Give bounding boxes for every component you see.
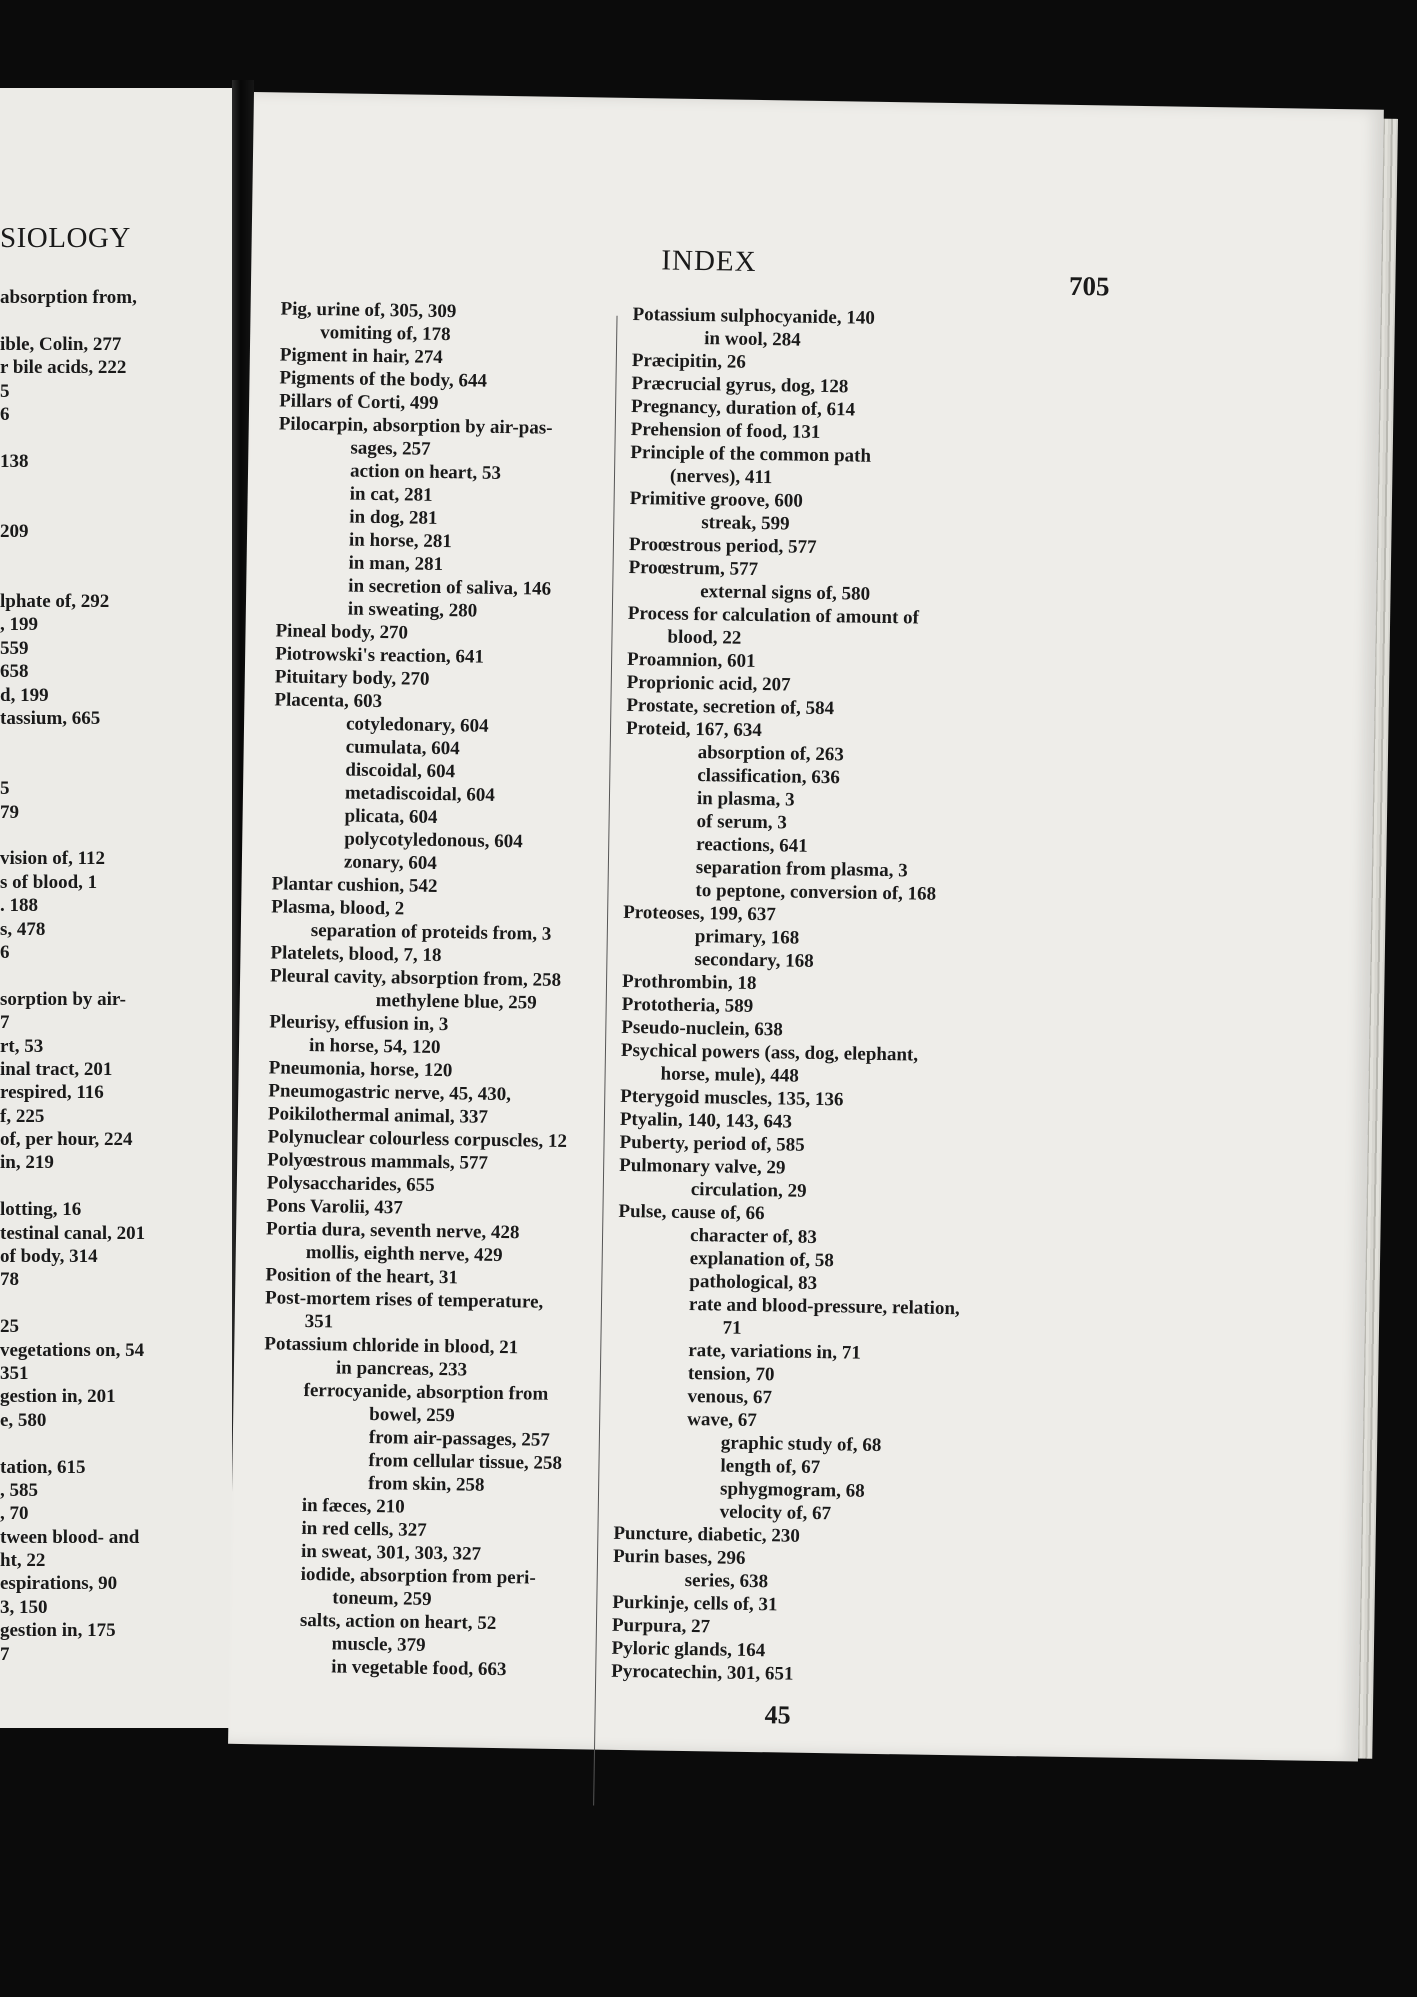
index-entry: Purkinje, cells of, 31 <box>612 1591 778 1616</box>
left-page-line: 7 <box>0 1012 10 1034</box>
index-entry: 351 <box>304 1310 334 1333</box>
index-entry: external signs of, 580 <box>700 581 871 605</box>
index-entry: graphic study of, 68 <box>720 1432 882 1457</box>
index-entry: ferrocyanide, absorption from <box>303 1379 549 1405</box>
left-page-line: s, 478 <box>0 918 46 940</box>
index-entry: rate, variations in, 71 <box>688 1339 862 1364</box>
left-page-line: 78 <box>0 1269 19 1291</box>
index-entry: reactions, 641 <box>696 834 808 857</box>
index-entry: toneum, 259 <box>332 1587 432 1610</box>
index-entry: Proteoses, 199, 637 <box>622 901 776 926</box>
index-entry: Post-mortem rises of temperature, <box>264 1287 544 1313</box>
index-entry: Prothrombin, 18 <box>621 970 757 995</box>
index-entry: sages, 257 <box>350 437 431 460</box>
index-entry: Pulse, cause of, 66 <box>618 1200 765 1225</box>
left-page-line: e, 580 <box>0 1409 47 1431</box>
index-entry: in sweating, 280 <box>347 598 478 622</box>
index-entry: Proœstrum, 577 <box>628 556 759 580</box>
left-page-line: rt, 53 <box>0 1035 44 1057</box>
index-entry: Pneumonia, horse, 120 <box>268 1057 453 1082</box>
index-entry: in horse, 281 <box>348 529 453 553</box>
index-entry: mollis, eighth nerve, 429 <box>305 1241 503 1267</box>
left-page-line <box>0 1175 220 1198</box>
index-entry: iodide, absorption from peri- <box>300 1563 536 1589</box>
index-entry: Pineal body, 270 <box>275 620 409 644</box>
left-page-line: of body, 314 <box>0 1246 98 1268</box>
left-page-line: . 188 <box>0 895 38 917</box>
left-page-line <box>0 964 220 987</box>
index-entry: Position of the heart, 31 <box>265 1264 459 1289</box>
left-page-line: tation, 615 <box>0 1456 86 1478</box>
index-entry: Præcrucial gyrus, dog, 128 <box>631 372 849 398</box>
index-entry: (nerves), 411 <box>669 465 773 489</box>
left-page-line: tassium, 665 <box>0 708 101 730</box>
index-entry: cumulata, 604 <box>345 736 460 760</box>
left-page-line: 138 <box>0 450 29 472</box>
left-page-line <box>0 473 220 496</box>
index-entry: Piotrowski's reaction, 641 <box>275 643 485 668</box>
index-entry: horse, mule), 448 <box>660 1063 800 1087</box>
index-entry: Pigments of the body, 644 <box>279 367 488 392</box>
index-entry: to peptone, conversion of, 168 <box>695 880 937 905</box>
index-entry: from air-passages, 257 <box>368 1426 551 1451</box>
left-page-line: in, 219 <box>0 1152 54 1174</box>
index-entry: streak, 599 <box>701 512 790 535</box>
index-entry: metadiscoidal, 604 <box>344 782 496 806</box>
index-entry: of serum, 3 <box>696 811 787 834</box>
index-entry: Pilocarpin, absorption by air-pas- <box>278 413 553 439</box>
index-entry: Pillars of Corti, 499 <box>278 390 439 414</box>
index-entry: Proamnion, 601 <box>626 648 756 672</box>
left-page-line: 3, 150 <box>0 1596 48 1618</box>
index-entry: Prototheria, 589 <box>621 993 754 1017</box>
index-entry: Puncture, diabetic, 230 <box>613 1522 801 1547</box>
left-page-line: ht, 22 <box>0 1550 46 1572</box>
left-page-line: , 585 <box>0 1479 38 1501</box>
index-entry: Potassium sulphocyanide, 140 <box>632 303 875 329</box>
index-entry: in pancreas, 233 <box>335 1357 468 1381</box>
index-entry: length of, 67 <box>720 1455 821 1479</box>
index-entry: Pneumogastric nerve, 45, 430, <box>268 1080 512 1106</box>
left-page-line: inal tract, 201 <box>0 1058 113 1080</box>
index-entry: explanation of, 58 <box>689 1247 834 1272</box>
left-page-line: 25 <box>0 1316 19 1338</box>
left-page-line <box>0 754 220 777</box>
index-entry: Pons Varolii, 437 <box>266 1195 404 1219</box>
index-entry: Polynuclear colourless corpuscles, 12 <box>267 1126 568 1153</box>
index-entry: plicata, 604 <box>344 805 438 828</box>
index-entry: Proprionic acid, 207 <box>626 671 791 696</box>
index-entry: Pyrocatechin, 301, 651 <box>611 1660 794 1685</box>
left-page-line <box>0 1292 220 1315</box>
index-entry: classification, 636 <box>697 765 840 789</box>
left-page-line: gestion in, 201 <box>0 1386 116 1408</box>
index-entry: Puberty, period of, 585 <box>619 1131 805 1156</box>
index-entry: zonary, 604 <box>343 851 437 874</box>
left-page-line <box>0 730 220 753</box>
index-entry: Proteid, 167, 634 <box>625 717 763 742</box>
left-page-line: s of blood, 1 <box>0 871 98 893</box>
index-column-1 <box>259 297 581 1682</box>
left-page-line <box>0 824 220 847</box>
left-page-line: 5 <box>0 778 10 800</box>
left-page-line: lphate of, 292 <box>0 591 110 613</box>
index-column-2 <box>611 303 960 1688</box>
index-entry: Prehension of food, 131 <box>630 418 821 443</box>
index-entry: in secretion of saliva, 146 <box>348 575 552 600</box>
index-entry: Pleurisy, effusion in, 3 <box>269 1011 449 1036</box>
left-running-head: SIOLOGY <box>0 222 131 254</box>
index-entry: Pterygoid muscles, 135, 136 <box>620 1085 844 1111</box>
left-page-line <box>0 567 220 590</box>
index-entry: in man, 281 <box>348 552 444 576</box>
index-entry: Poikilothermal animal, 337 <box>267 1103 489 1128</box>
index-entry: Pyloric glands, 164 <box>611 1637 766 1662</box>
index-entry: in plasma, 3 <box>696 788 795 811</box>
index-entry: Process for calculation of amount of <box>627 602 920 629</box>
index-entry: Pregnancy, duration of, 614 <box>630 395 856 421</box>
left-page-line: 6 <box>0 403 10 425</box>
index-entry: Præcipitin, 26 <box>631 349 746 373</box>
left-page-line: 351 <box>0 1362 29 1384</box>
index-entry: Plantar cushion, 542 <box>271 873 438 897</box>
index-entry: salts, action on heart, 52 <box>299 1609 497 1634</box>
left-page-line: , 199 <box>0 614 38 636</box>
left-page-fragment <box>0 88 232 1728</box>
left-page-line: vision of, 112 <box>0 848 106 870</box>
index-entry: Pituitary body, 270 <box>274 666 430 690</box>
index-entry: velocity of, 67 <box>719 1501 832 1525</box>
index-entry: Principle of the common path <box>630 441 872 467</box>
index-entry: Placenta, 603 <box>274 689 383 713</box>
index-entry: in wool, 284 <box>704 328 801 351</box>
index-entry: from cellular tissue, 258 <box>368 1449 563 1475</box>
left-page-line: 79 <box>0 801 19 823</box>
left-page-line: testinal canal, 201 <box>0 1222 146 1244</box>
index-entry: 71 <box>722 1317 742 1339</box>
index-entry: in red cells, 327 <box>301 1517 427 1541</box>
index-entry: venous, 67 <box>687 1385 773 1409</box>
left-page-line: sorption by air- <box>0 988 126 1010</box>
index-page <box>228 92 1384 1762</box>
index-entry: in horse, 54, 120 <box>308 1034 441 1059</box>
left-page-line: gestion in, 175 <box>0 1620 116 1642</box>
left-page-line: d, 199 <box>0 684 49 706</box>
page-number: 705 <box>1068 270 1110 302</box>
index-entry: in fæces, 210 <box>301 1494 405 1518</box>
index-entry: Pig, urine of, 305, 309 <box>280 298 457 323</box>
index-entry: Primitive groove, 600 <box>629 487 804 512</box>
left-page-line: respired, 116 <box>0 1082 104 1104</box>
index-entry: Pseudo-nuclein, 638 <box>621 1016 784 1041</box>
left-page-line: f, 225 <box>0 1105 45 1127</box>
left-page-line <box>0 1432 220 1455</box>
index-entry: Platelets, blood, 7, 18 <box>270 942 442 967</box>
index-entry: Polysaccharides, 655 <box>266 1172 435 1196</box>
index-entry: separation from plasma, 3 <box>695 857 908 882</box>
index-entry: Ptyalin, 140, 143, 643 <box>619 1108 793 1133</box>
index-entry: primary, 168 <box>694 926 800 949</box>
left-page-line: tween blood- and <box>0 1526 140 1548</box>
left-page-line: 5 <box>0 380 10 402</box>
page-title: INDEX <box>661 244 757 278</box>
left-page-line: 209 <box>0 520 29 542</box>
index-entry: sphygmogram, 68 <box>719 1478 865 1502</box>
index-entry: Plasma, blood, 2 <box>271 896 405 920</box>
index-entry: in sweat, 301, 303, 327 <box>300 1540 482 1565</box>
index-entry: action on heart, 53 <box>349 460 502 484</box>
index-entry: pathological, 83 <box>689 1270 818 1294</box>
left-page-line: 658 <box>0 661 29 683</box>
index-entry: discoidal, 604 <box>345 759 456 783</box>
left-page-line: vegetations on, 54 <box>0 1339 145 1361</box>
index-entry: Polyœstrous mammals, 577 <box>267 1149 489 1174</box>
left-page-line <box>0 426 220 449</box>
left-page-line: , 70 <box>0 1503 29 1525</box>
index-entry: bowel, 259 <box>369 1403 455 1427</box>
index-entry: separation of proteids from, 3 <box>310 919 552 945</box>
left-page-line: lotting, 16 <box>0 1199 82 1221</box>
index-entry: Proœstrous period, 577 <box>628 533 817 558</box>
left-page-line <box>0 543 220 566</box>
index-entry: Portia dura, seventh nerve, 428 <box>265 1218 520 1244</box>
index-entry: in dog, 281 <box>349 506 438 529</box>
index-entry: secondary, 168 <box>694 949 814 972</box>
index-entry: Pleural cavity, absorption from, 258 <box>269 965 562 991</box>
left-page-line: 559 <box>0 637 29 659</box>
index-entry: Purpura, 27 <box>611 1614 711 1638</box>
index-entry: rate and blood-pressure, relation, <box>688 1293 960 1320</box>
left-page-line: 6 <box>0 941 10 963</box>
index-entry: Potassium chloride in blood, 21 <box>264 1333 519 1359</box>
left-page-line <box>0 497 220 520</box>
index-entry: Pigment in hair, 274 <box>279 344 443 368</box>
left-page-line: of, per hour, 224 <box>0 1129 133 1151</box>
index-entry: in cat, 281 <box>349 483 433 506</box>
index-entry: Psychical powers (ass, dog, elephant, <box>620 1039 919 1066</box>
index-entry: absorption of, 263 <box>697 742 845 766</box>
index-entry: character of, 83 <box>689 1224 818 1248</box>
index-entry: from skin, 258 <box>367 1472 485 1496</box>
left-page-line <box>0 309 220 332</box>
index-entry: Purin bases, 296 <box>612 1545 746 1569</box>
left-page-line: 7 <box>0 1643 10 1665</box>
left-page-lines <box>0 286 220 1666</box>
signature-mark: 45 <box>764 1700 791 1730</box>
left-page-line: absorption from, <box>0 287 137 308</box>
index-entry: cotyledonary, 604 <box>345 713 489 737</box>
index-entry: series, 638 <box>684 1569 769 1593</box>
index-entry: circulation, 29 <box>690 1178 807 1202</box>
index-entry: blood, 22 <box>667 626 742 649</box>
index-entry: wave, 67 <box>687 1408 758 1432</box>
index-entry: Pulmonary valve, 29 <box>619 1154 786 1179</box>
index-entry: methylene blue, 259 <box>375 990 537 1014</box>
index-entry: muscle, 379 <box>331 1633 426 1656</box>
index-entry: tension, 70 <box>687 1362 775 1386</box>
index-entry: in vegetable food, 663 <box>331 1656 507 1681</box>
index-entry: Prostate, secretion of, 584 <box>626 694 835 720</box>
left-page-line: ible, Colin, 277 <box>0 333 122 355</box>
left-page-line: espirations, 90 <box>0 1573 118 1595</box>
index-entry: polycotyledonous, 604 <box>344 828 523 853</box>
left-page-line: r bile acids, 222 <box>0 357 127 379</box>
index-entry: vomiting of, 178 <box>320 322 451 346</box>
